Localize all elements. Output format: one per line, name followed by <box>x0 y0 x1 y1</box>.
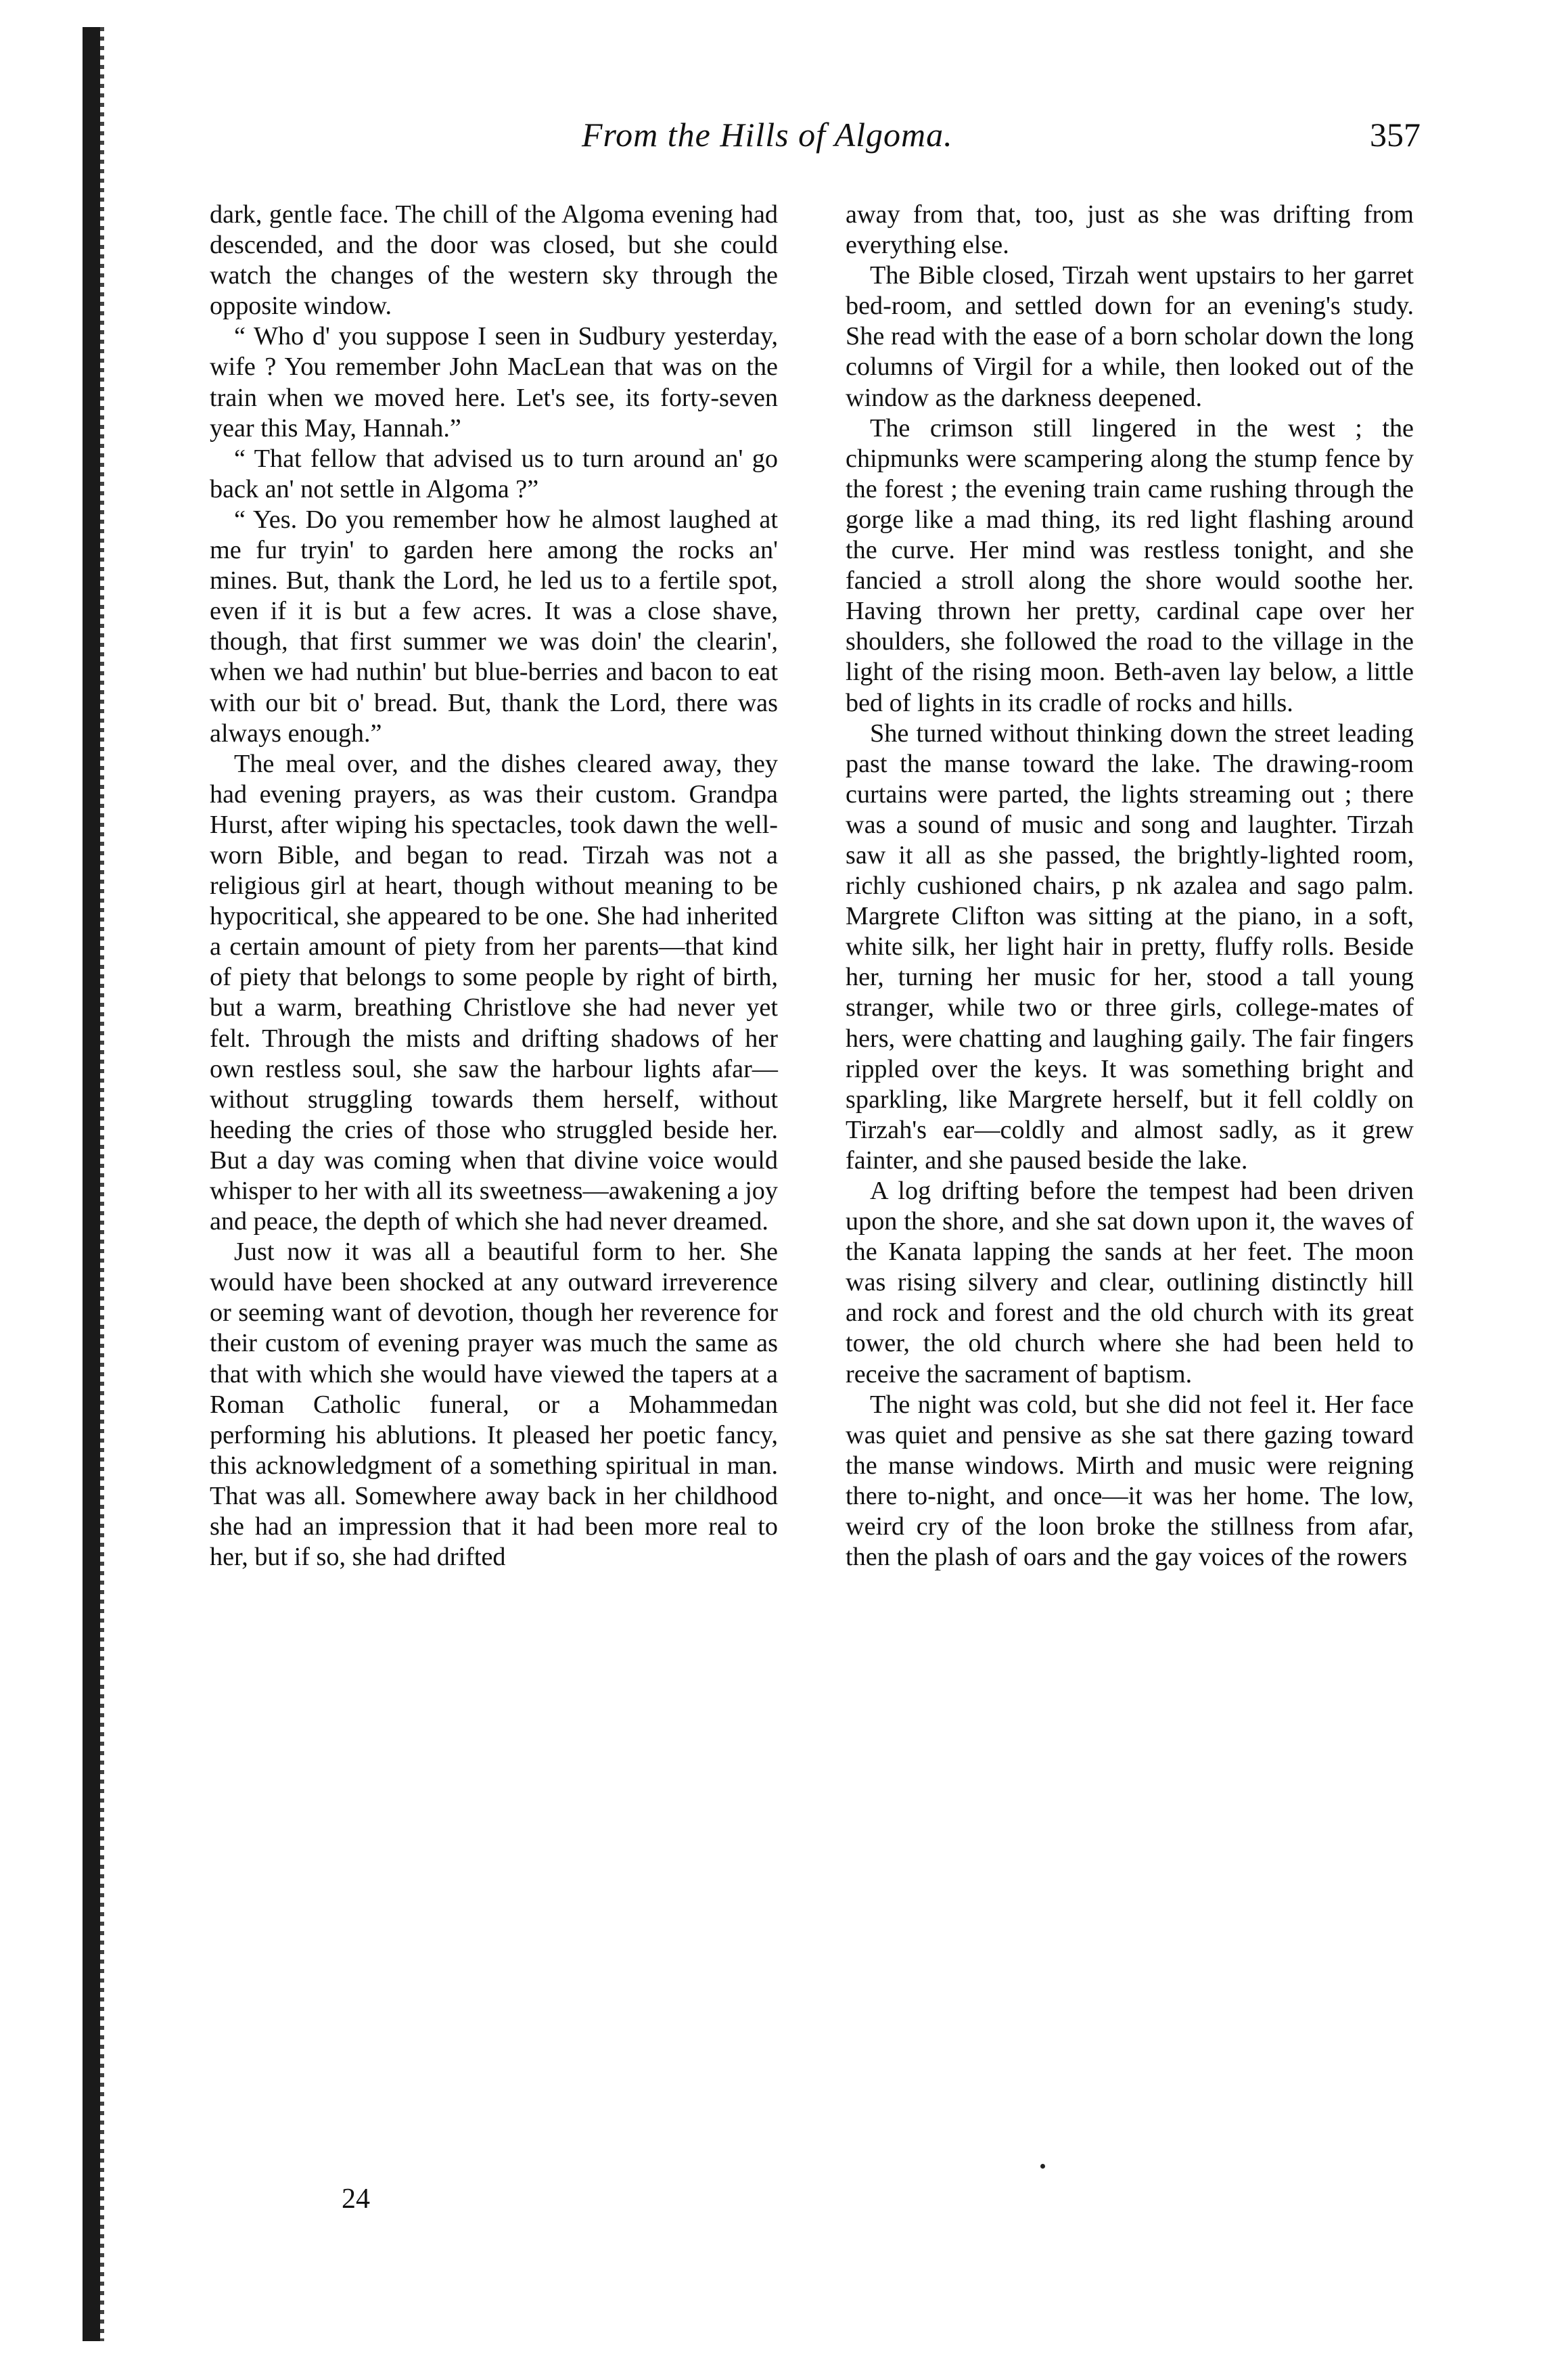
paragraph: “ Who d' you suppose I seen in Sudbury yesterday, wife ? You remember John MacLean that was on the train when we moved here. Let's see, its forty-seven year this May, Hannah.” <box>210 322 778 443</box>
paragraph: dark, gentle face. The chill of the Algoma evening had descended, and the door was closed, but she could watch the changes of the western sky through the opposite window. <box>210 200 778 321</box>
paragraph: The night was cold, but she did not feel it. Her face was quiet and pensive as she sat there gazing toward the manse windows. Mirth and music were reigning there to-night, and once—it was her home. The low, weird cry of the loon broke the stillness from afar, then the plash of oars and the gay voices of the rowers <box>846 1390 1414 1572</box>
paragraph: “ Yes. Do you remember how he almost laughed at me fur tryin' to garden here among the rocks an' mines. But, thank the Lord, he led us to a fertile spot, even if it is but a few acres. It was a close shave, though, that first summer we was doin' the clearin', when we had nuthin' but blue-berries and bacon to eat with our bit o' bread. But, thank the Lord, there was always enough.” <box>210 505 778 748</box>
printer-mark <box>1040 2164 1045 2169</box>
page-header <box>0 115 1568 162</box>
running-title: From the Hills of Algoma. <box>582 116 953 154</box>
signature-mark: 24 <box>342 2183 370 2215</box>
right-text-column <box>846 200 1414 1572</box>
paragraph: Just now it was all a beautiful form to her. She would have been shocked at any outward irreverence or seeming want of devotion, though her reverence for their custom of evening prayer was much the same as that with which she would have viewed the tapers at a Roman Catholic funeral, or a Mohammedan performing his ablutions. It pleased her poetic fancy, this acknowledgment of a something spiritual in man. That was all. Somewhere away back in her childhood she had an impression that it had been more real to her, but if so, she had drifted <box>210 1238 778 1572</box>
left-text-column <box>210 200 778 1572</box>
book-spine-edge <box>83 27 100 2341</box>
paragraph: A log drifting before the tempest had been driven upon the shore, and she sat down upon it, the waves of the Kanata lapping the sands at her feet. The moon was rising silvery and clear, outlining distinctly hill and rock and forest and the old church with its great tower, the old church where she had been held to receive the sacrament of baptism. <box>846 1177 1414 1388</box>
paragraph: away from that, too, just as she was drifting from everything else. <box>846 200 1414 260</box>
page-number: 357 <box>1370 116 1421 154</box>
paragraph: “ That fellow that advised us to turn around an' go back an' not settle in Algoma ?” <box>210 444 778 503</box>
paragraph: The crimson still lingered in the west ; the chipmunks were scampering along the stump fence by the forest ; the evening train came rushing through the gorge like a mad thing, its red light flashing around the curve. Her mind was restless tonight, and she fancied a stroll along the shore would soothe her. Having thrown her pretty, cardinal cape over her shoulders, she followed the road to the village in the light of the rising moon. Beth-aven lay below, a little bed of lights in its cradle of rocks and hills. <box>846 413 1414 717</box>
paragraph: The Bible closed, Tirzah went upstairs to her garret bed-room, and settled down for an evening's study. She read with the ease of a born scholar down the long columns of Virgil for a while, then looked out of the window as the darkness deepened. <box>846 261 1414 412</box>
book-spine-texture <box>100 27 104 2341</box>
paragraph: The meal over, and the dishes cleared away, they had evening prayers, as was their custom. Grandpa Hurst, after wiping his spectacles, took dawn the well-worn Bible, and began to read. Tirzah was not a religious girl at heart, though without meaning to be hypocritical, she appeared to be one. She had inherited a certain amount of piety from her parents—that kind of piety that belongs to some people by right of birth, but a warm, breathing Christlove she had never yet felt. Through the mists and drifting shadows of her own restless soul, she saw the harbour lights afar—without struggling towards them herself, without heeding the cries of those who struggled beside her. But a day was coming when that divine voice would whisper to her with all its sweetness—awakening a joy and peace, the depth of which she had never dreamed. <box>210 749 778 1236</box>
paragraph: She turned without thinking down the street leading past the manse toward the lake. The drawing-room curtains were parted, the lights streaming out ; there was a sound of music and song and laughter. Tirzah saw it all as she passed, the brightly-lighted room, richly cushioned chairs, p nk azalea and sago palm. Margrete Clifton was sitting at the piano, in a soft, white silk, her light hair in pretty, fluffy rolls. Beside her, turning her music for her, stood a tall young stranger, while two or three girls, college-mates of hers, were chatting and laughing gaily. The fair fingers rippled over the keys. It was something bright and sparkling, like Margrete herself, but it fell coldly on Tirzah's ear—coldly and almost sadly, as it grew fainter, and she paused beside the lake. <box>846 719 1414 1175</box>
